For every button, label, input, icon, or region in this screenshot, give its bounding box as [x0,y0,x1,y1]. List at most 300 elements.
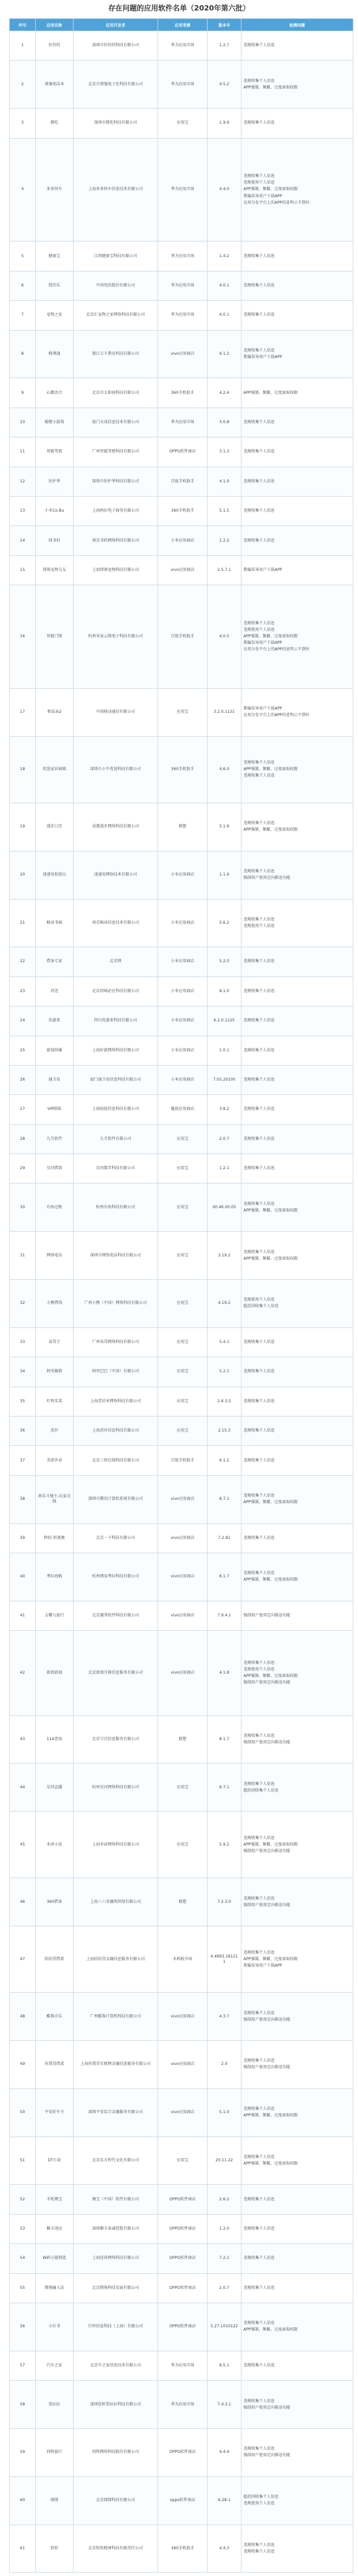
cell-app-name: 探探 [36,2476,74,2525]
cell-version: 6.1.2 [208,1446,241,1475]
cell-issues [241,1631,353,1716]
cell-app-name: 郑强电话本 [36,61,74,109]
cell-developer: 北京转转精神科技有限责任公司 [74,2525,158,2573]
cell-app-name: 小米Co.Bu [36,497,74,526]
issue-item: 违规收集个人信息 [243,959,275,964]
issue-item: 违规使用个人信息 [243,2501,275,2506]
cell-source: 联想 [158,1715,208,1764]
app-list-table [9,18,353,2573]
cell-developer: 南京畅读信息技术有限公司 [74,899,158,947]
issue-item: 违规收集个人信息 [243,1047,275,1053]
cell-no: 55 [10,2273,36,2303]
issue-item: 违规使用个人信息 [243,180,275,186]
cell-no: 4 [10,138,36,242]
cell-source: vivo应用商店 [158,555,208,585]
table-row [10,1184,353,1232]
cell-developer: 九月软件有限公司 [74,1124,158,1154]
issue-item: 违规收集个人信息 [243,1018,275,1023]
cell-issues [241,2185,353,2214]
cell-version: 1.9.9 [208,109,241,138]
cell-developer: 同程网络科技股份有限公司 [74,2429,158,2477]
cell-source: vivo应用商店 [158,1631,208,1716]
issue-item: 违规收集个人信息 [243,283,275,288]
cell-no: 35 [10,1387,36,1416]
issue-item: 违规收集个人信息 [243,1660,275,1665]
cell-issues [241,2303,353,2351]
issue-item: 应用分发平台上的APP信息明示不到位 [243,713,310,718]
table-row [10,2088,353,2137]
cell-issues [241,1232,353,1280]
cell-issues [241,2041,353,2089]
issue-item: 强制用户使用定向推送功能 [243,876,291,881]
cell-no: 47 [10,1926,36,1993]
cell-no: 23 [10,976,36,1006]
cell-no: 18 [10,736,36,803]
issue-item: 违规收集个人信息 [243,2542,275,2547]
issue-item: 违规收集个人信息 [243,2321,275,2326]
cell-developer: 广州智能驾驶科技有限公司 [74,437,158,467]
cell-no: 50 [10,2088,36,2137]
cell-no: 16 [10,585,36,689]
issue-item: 欺骗误导用户下载APP [243,567,282,572]
cell-version: 20.11.22 [208,2137,241,2185]
cell-developer: 上海多多快车信息技术有限公司 [74,138,158,242]
cell-developer: 杭州网易考拉科技有限公司 [74,1553,158,1601]
cell-version: 9.1.2 [208,330,241,378]
issue-item: 违规收集个人信息 [243,478,275,484]
table-row [10,138,353,242]
cell-developer: 北京汇宠物之家网络科技有限公司 [74,301,158,330]
table-row [10,1357,353,1387]
issue-item: 违规收集个人信息 [243,1835,275,1840]
cell-issues [241,1036,353,1065]
cell-issues [241,1812,353,1878]
cell-app-name: 考拉海购 [36,1553,74,1601]
issue-item: 违规收集个人信息 [243,1571,275,1576]
cell-issues [241,1280,353,1328]
cell-developer: 速递易网络技术有限公司 [74,851,158,899]
cell-developer: 四川优惠来科技有限公司 [74,1006,158,1036]
table-row [10,803,353,851]
cell-no: 41 [10,1601,36,1630]
cell-issues [241,138,353,242]
cell-issues [241,437,353,467]
cell-version: 1.0.1 [208,1036,241,1065]
cell-issues [241,1095,353,1124]
cell-version: 2.6.3.5 [208,1387,241,1416]
issue-item: 强制用户使用定向推送功能 [243,1902,291,1907]
cell-issues [241,1715,353,1764]
table-row [10,467,353,496]
cell-developer: 江西健康宝科技有限公司 [74,242,158,271]
cell-source: 360手机助手 [158,378,208,408]
issue-item: 违规收集个人信息 [243,174,275,179]
issue-item: 违规收集个人信息 [243,2549,275,2554]
table-row [10,61,353,109]
cell-issues [241,689,353,737]
cell-app-name: 速递易收银员 [36,851,74,899]
cell-no: 58 [10,2381,36,2429]
cell-no: 17 [10,689,36,737]
cell-developer: 深圳市网络电话科技有限公司 [74,1232,158,1280]
cell-issues [241,555,353,585]
cell-developer: 北京市太阳海科技有限公司 [74,378,158,408]
cell-app-name: 智能驾驶 [36,437,74,467]
cell-source: 小米应用商店 [158,1036,208,1065]
cell-developer: 北京号百信息服务有限公司 [74,1715,158,1764]
cell-issues [241,947,353,976]
table-row [10,1553,353,1601]
table-row [10,271,353,300]
cell-no: 33 [10,1327,36,1357]
cell-app-name: 购课通 [36,330,74,378]
cell-version: 4.0.5 [208,585,241,689]
cell-developer: 杭州有鱼科技有限公司 [74,1184,158,1232]
table-row [10,1327,353,1357]
cell-app-name: 114查询 [36,1715,74,1764]
cell-source: 华为应用市场 [158,138,208,242]
cell-source: 应用宝 [158,1154,208,1184]
cell-app-name: 借条专家 [36,947,74,976]
table-row [10,526,353,555]
issue-item: 超范围收集个人信息 [243,1788,279,1793]
table-row [10,2381,353,2429]
header-app-name: 应用名称 [36,19,74,31]
cell-version: 3.19.2 [208,1232,241,1280]
cell-source: vivo应用商店 [158,1553,208,1601]
table-row [10,1124,353,1154]
cell-developer: 杭州米家云锁电子科技有限公司 [74,585,158,689]
cell-source: OPPO软件商店 [158,2429,208,2477]
issue-item: APP强制、频繁、过度索取权限 [243,767,298,772]
cell-issues [241,736,353,803]
cell-version: 1.2.2 [208,526,241,555]
cell-issues [241,1327,353,1357]
issue-item: 欺骗误导用户下载APP [243,706,282,712]
cell-developer: 深圳顺丰泰森控股有限公司 [74,2214,158,2243]
cell-developer: 北京搜狗科技发展有限公司 [74,2273,158,2303]
cell-version: 4.4993.181211 [208,1926,241,1993]
table-row [10,1475,353,1523]
cell-no: 19 [10,803,36,851]
cell-version: 4.6.0 [208,736,241,803]
cell-source: 华为应用市场 [158,61,208,109]
cell-developer: 北京探探科技有限公司 [74,2476,158,2525]
issue-item: 违规使用个人信息 [243,1297,275,1303]
issue-item: 违规收集个人信息 [243,2285,275,2290]
cell-app-name: 星河直播 [36,1764,74,1812]
cell-no: 45 [10,1812,36,1878]
cell-developer: 广州小熊（中国）网络科技有限公司 [74,1280,158,1328]
cell-app-name: 心跳语音 [36,378,74,408]
cell-source: 360手机助手 [158,497,208,526]
issue-item: 违规收集个人信息 [243,988,275,993]
issue-item: 违规收集个人信息 [243,2107,275,2112]
cell-source: vivo应用商店 [158,1993,208,2041]
issue-item: 违规收集个人信息 [243,1136,275,1141]
cell-developer: 北京市郑强电子化科技有限公司 [74,61,158,109]
cell-no: 6 [10,271,36,300]
cell-version: 5.1.5 [208,497,241,526]
cell-developer: 深圳依时货拉拉科技有限公司 [74,2381,158,2429]
cell-issues [241,2525,353,2573]
cell-version: 4.1.0 [208,467,241,496]
cell-version: 1.1.9 [208,851,241,899]
issue-item: APP强制、频繁、过度索取权限 [243,1956,298,1961]
cell-app-name: DT小说 [36,2137,74,2185]
cell-app-name: 你我贷借款 [36,2041,74,2089]
cell-no: 57 [10,2351,36,2380]
issue-item: 违规收集个人信息 [243,1535,275,1540]
cell-source: 小米应用商店 [158,1006,208,1036]
cell-app-name: 手机淘宝 [36,2185,74,2214]
cell-developer: 上海连尚网络科技有限公司 [74,2244,158,2273]
cell-version: 4.0.1 [208,271,241,300]
issue-item: 超范围收集个人信息 [243,2495,279,2500]
issue-item: 违规收集个人信息 [243,1781,275,1786]
cell-no: 15 [10,555,36,585]
cell-app-name: 搜狗输入法 [36,2273,74,2303]
cell-no: 13 [10,497,36,526]
cell-issues [241,1764,353,1812]
cell-issues [241,1523,353,1553]
cell-no: 59 [10,2429,36,2477]
table-header-row [10,19,353,31]
issue-item: 违规收集个人信息 [243,917,275,922]
cell-version: 6.2.0.1125 [208,1006,241,1036]
cell-developer: 中国电信股份有限公司 [74,271,158,300]
table-body [10,31,353,2573]
cell-no: 32 [10,1280,36,1328]
page-title: 存在问题的应用软件名单（2020年第六批） [108,4,250,12]
cell-developer: 深圳市小牛优选科技有限公司 [74,736,158,803]
cell-developer: 上海轻轻信息科技有限公司 [74,1095,158,1124]
cell-version: 2.15.3 [208,1417,241,1446]
cell-issues [241,899,353,947]
cell-source: 应用宝 [158,1387,208,1416]
cell-issues [241,2137,353,2185]
cell-source: OPPO软件商店 [158,2303,208,2351]
cell-developer: 成都漫步网络科技有限公司 [74,803,158,851]
table-row [10,378,353,408]
issue-item: 强制用户使用定向推送功能 [243,2453,291,2458]
cell-no: 25 [10,1036,36,1065]
issue-item: 违规收集个人信息 [243,2196,275,2202]
cell-issues [241,1601,353,1630]
table-row [10,1878,353,1926]
table-row [10,2185,353,2214]
issue-item: 强制用户使用定向推送功能 [243,1613,291,1618]
cell-issues [241,1154,353,1184]
issue-item: 违规收集个人信息 [243,760,275,766]
header-developer: 应用开发者 [74,19,158,31]
cell-source: 360手机助手 [158,2525,208,2573]
cell-no: 54 [10,2244,36,2273]
cell-app-name: 顺丰速运 [36,2214,74,2243]
cell-no: 36 [10,1417,36,1446]
table-row [10,2351,353,2380]
cell-developer: 上海即刻宠物科技有限公司 [74,555,158,585]
cell-developer: 上海拍拍贷金融信息服务有限公司 [74,1926,158,1993]
cell-app-name: 转转 [36,2525,74,2573]
issue-item: 应用分发平台上的APP信息明示不到位 [243,200,310,205]
table-row [10,2214,353,2243]
cell-app-name: 易贷王 [36,1327,74,1357]
issue-item: 违规收集个人信息 [243,773,275,779]
cell-app-name: 医护华 [36,467,74,496]
cell-app-name: 拍拍贷借款 [36,1926,74,1993]
cell-source: 应用宝 [158,109,208,138]
table-row [10,2137,353,2185]
table-row [10,301,353,330]
cell-issues [241,803,353,851]
cell-source: 百度手机助手 [158,1446,208,1475]
cell-source: OPPO软件商店 [158,2185,208,2214]
cell-issues [241,467,353,496]
issue-item: 应用分发平台上的APP信息明示不到位 [243,647,310,652]
header-version: 版本号 [208,19,241,31]
cell-app-name: WiFi万能钥匙 [36,2244,74,2273]
cell-issues [241,61,353,109]
cell-no: 9 [10,378,36,408]
table-row [10,736,353,803]
cell-issues [241,2214,353,2243]
cell-developer: 南京书的网络科技有限公司 [74,526,158,555]
issue-item: 违规收集个人信息 [243,1458,275,1463]
cell-issues [241,301,353,330]
cell-app-name: 美团外卖 [36,1446,74,1475]
issue-item: 违规使用个人信息 [243,1667,275,1672]
cell-app-name: 小红书 [36,2303,74,2351]
cell-app-name: 健康宝 [36,242,74,271]
issue-item: 违规收集个人信息 [243,2398,275,2403]
cell-developer: 上海三六零融资担保有限公司 [74,1878,158,1926]
cell-developer: 北京三快在线科技有限公司 [74,1446,158,1475]
cell-issues [241,2244,353,2273]
cell-app-name: 网络电话 [36,1232,74,1280]
cell-source: 华为应用市场 [158,242,208,271]
table-row [10,2041,353,2089]
cell-version: 3.0.8 [208,408,241,437]
cell-version: 4.3.7 [208,1993,241,2041]
cell-source: 华为应用市场 [158,2381,208,2429]
table-row [10,1036,353,1065]
cell-no: 44 [10,1764,36,1812]
cell-issues [241,1065,353,1094]
cell-source: OPPO软件商店 [158,437,208,467]
cell-app-name: 平安好车主 [36,2088,74,2137]
issue-item: 违规收集个人信息 [243,1950,275,1955]
table-row [10,1715,353,1764]
table-row [10,2303,353,2351]
cell-version: 7.05.20100 [208,1065,241,1094]
cell-issues [241,1993,353,2041]
table-row [10,2476,353,2525]
cell-no: 11 [10,437,36,467]
cell-app-name: 游戏快爆 [36,1036,74,1065]
cell-issues [241,526,353,555]
cell-issues [241,585,353,689]
cell-issues [241,31,353,61]
cell-version: 5.9.2 [208,1812,241,1878]
cell-developer: 中国移动通信有限公司 [74,689,158,737]
cell-version: 5.2.1 [208,1357,241,1387]
table-row [10,1280,353,1328]
cell-source: 小米应用商店 [158,947,208,976]
issue-item: APP强制、频繁、过度索取权限 [243,1500,298,1505]
table-row [10,109,353,138]
cell-developer: 深圳平安综合金融服务有限公司 [74,2088,158,2137]
issue-item: APP强制、频繁、过度索取权限 [243,85,298,90]
cell-no: 38 [10,1475,36,1523]
cell-developer: 北京同城必应科技有限公司 [74,976,158,1006]
issue-item: 违规收集个人信息 [243,348,275,353]
issue-item: 违规收集个人信息 [243,1077,275,1083]
table-row [10,899,353,947]
cell-no: 31 [10,1232,36,1280]
cell-no: 40 [10,1553,36,1601]
cell-developer: 深圳市腾讯计算机系统有限公司 [74,1475,158,1523]
cell-no: 26 [10,1065,36,1094]
cell-app-name: 多多快车 [36,138,74,242]
cell-issues [241,851,353,899]
cell-no: 2 [10,61,36,109]
cell-no: 30 [10,1184,36,1232]
table-row [10,31,353,61]
cell-developer: 上海米读网络科技有限公司 [74,1812,158,1878]
cell-app-name: 叮咚买菜 [36,1387,74,1416]
cell-app-name: 阿里邮箱 [36,1357,74,1387]
cell-source: 应用宝 [158,689,208,737]
cell-no: 49 [10,2041,36,2089]
cell-no: 10 [10,408,36,437]
issue-item: 违规收集个人信息 [243,449,275,454]
cell-no: 3 [10,109,36,138]
cell-developer: 上海壹佰米网络科技有限公司 [74,1387,158,1416]
table-row [10,689,353,737]
cell-app-name: 酷狗音乐 [36,1993,74,2041]
table-row [10,2273,353,2303]
cell-version: 6.7.1 [208,1764,241,1812]
cell-no: 48 [10,1993,36,2041]
cell-app-name: 秒拍-短视频 [36,1523,74,1553]
table-row [10,497,353,526]
cell-version: 5.6.2 [208,899,241,947]
cell-issues [241,1475,353,1523]
cell-no: 20 [10,851,36,899]
issue-item: 违规收集个人信息 [243,508,275,514]
cell-no: 1 [10,31,36,61]
cell-no: 53 [10,2214,36,2243]
cell-version: 2.0 [208,2041,241,2089]
cell-developer: 北京东方时代文化有限公司 [74,2137,158,2185]
cell-app-name: 优惠来 [36,1006,74,1036]
table-row [10,851,353,899]
cell-issues [241,109,353,138]
table-row [10,947,353,976]
cell-version: 7.4.3.1 [208,2381,241,2429]
cell-version: 2.0.7 [208,1124,241,1154]
header-issues: 检测问题 [241,19,353,31]
issue-item: 违规收集个人信息 [243,2256,275,2261]
issue-item: 违规收集个人信息 [243,78,275,83]
issue-item: 违规收集个人信息 [243,2058,275,2064]
cell-app-name: 智能门锁 [36,585,74,689]
table-row [10,2525,353,2573]
cell-app-name: 新浪新闻 [36,1631,74,1716]
table-row [10,1764,353,1812]
cell-version: 4.4.0 [208,138,241,242]
